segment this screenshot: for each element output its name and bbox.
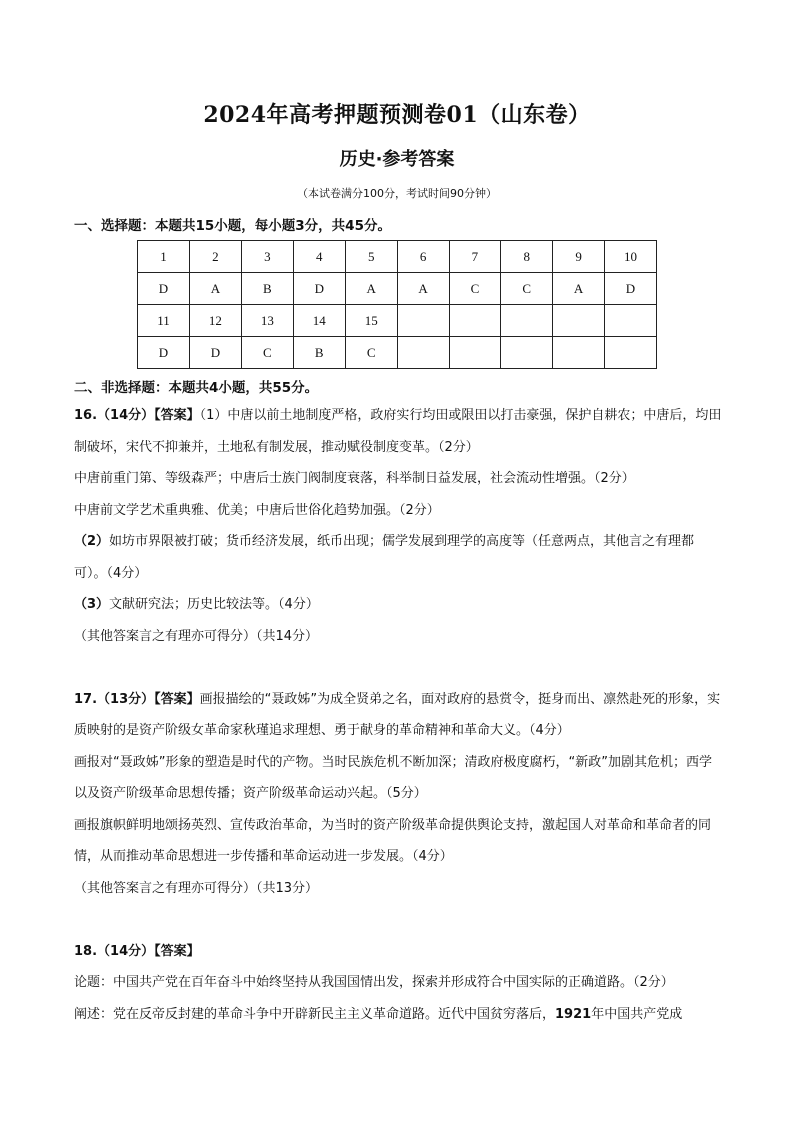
answer-cell: B xyxy=(241,273,293,305)
section-heading-choice: 一、选择题：本题共15小题，每小题3分，共45分。 xyxy=(74,218,391,234)
question-number-cell: 10 xyxy=(604,241,656,273)
answer-cell: C xyxy=(501,273,553,305)
answer-table xyxy=(137,240,657,369)
question-number-row xyxy=(138,241,657,273)
answer-cell: D xyxy=(604,273,656,305)
answer-cell: A xyxy=(345,273,397,305)
question-number-cell: 11 xyxy=(138,305,190,337)
answer-cell xyxy=(449,337,501,369)
answer-cell xyxy=(397,337,449,369)
q16-heading: 16.（14分）【答案】 xyxy=(74,408,200,423)
q17-heading: 17.（13分）【答案】 xyxy=(74,691,200,707)
answer-cell: B xyxy=(293,337,345,369)
answer-content xyxy=(74,400,722,1030)
question-number-cell: 5 xyxy=(345,241,397,273)
question-number-cell: 9 xyxy=(553,241,605,273)
page-subtitle: 历史·参考答案 xyxy=(339,149,455,170)
q17-answer-line-2: 画报对“聂政姊”形象的塑造是时代的产物。当时民族危机不断加深；清政府极度腐朽，“新政”加剧其危机；西学以及资产阶级革命思想传播；资产阶级革命运动兴起。（5分） xyxy=(74,754,712,801)
answer-cell: A xyxy=(189,273,241,305)
question-number-row xyxy=(138,305,657,337)
q17-answer-line-1: 17.（13分）【答案】画报描绘的“聂政姊”为成全贤弟之名，面对政府的悬赏令，挺身而出、凛然赴死的形象，实质映射的是资产阶级女革命家秋瑾追求理想、勇于献身的革命精神和革命大义。（4分） xyxy=(74,691,721,738)
answer-cell: D xyxy=(138,337,190,369)
answer-row xyxy=(138,273,657,305)
question-number-cell xyxy=(449,305,501,337)
exam-note: （本试卷满分100分，考试时间90分钟） xyxy=(297,187,497,200)
answer-cell: A xyxy=(397,273,449,305)
q16-answer-total: （其他答案言之有理亦可得分）（共14分） xyxy=(74,628,319,644)
answer-row xyxy=(138,337,657,369)
answer-cell: D xyxy=(293,273,345,305)
question-number-cell: 15 xyxy=(345,305,397,337)
q16-answer-line-4: （2）如坊市界限被打破；货币经济发展，纸币出现；儒学发展到理学的高度等（任意两点，其他言之有理都可）。（4分） xyxy=(74,534,695,581)
question-number-cell xyxy=(397,305,449,337)
question-number-cell: 13 xyxy=(241,305,293,337)
q16-answer-line-3: 中唐前文学艺术重典雅、优美；中唐后世俗化趋势加强。（2分） xyxy=(74,502,440,518)
question-number-cell: 2 xyxy=(189,241,241,273)
q16-answer-line-5: （3）文献研究法；历史比较法等。（4分） xyxy=(74,597,319,612)
answer-cell xyxy=(553,337,605,369)
question-number-cell: 1 xyxy=(138,241,190,273)
question-number-cell: 7 xyxy=(449,241,501,273)
answer-cell: D xyxy=(138,273,190,305)
answer-cell: C xyxy=(345,337,397,369)
q17-answer-line-3: 画报旗帜鲜明地颂扬英烈、宣传政治革命，为当时的资产阶级革命提供舆论支持，激起国人对革命和革命者的同情，从而推动革命思想进一步传播和革命运动进一步发展。（4分） xyxy=(74,817,712,864)
question-number-cell: 12 xyxy=(189,305,241,337)
question-number-cell: 8 xyxy=(501,241,553,273)
answer-cell xyxy=(501,337,553,369)
answer-cell: C xyxy=(449,273,501,305)
question-number-cell xyxy=(604,305,656,337)
question-number-cell: 14 xyxy=(293,305,345,337)
question-number-cell: 6 xyxy=(397,241,449,273)
question-number-cell xyxy=(553,305,605,337)
section-heading-nonchoice: 二、非选择题：本题共4小题，共55分。 xyxy=(74,380,319,396)
question-number-cell xyxy=(501,305,553,337)
answer-cell: C xyxy=(241,337,293,369)
q16-answer-line-1: 16.（14分）【答案】（1）中唐以前土地制度严格，政府实行均田或限田以打击豪强，保护自耕农；中唐后，均田制破坏，宋代不抑兼并，土地私有制发展，推动赋役制度变革。（2分） xyxy=(74,408,722,455)
question-number-cell: 3 xyxy=(241,241,293,273)
q18-answer-line-1: 论题：中国共产党在百年奋斗中始终坚持从我国国情出发，探索并形成符合中国实际的正确道路。（2分） xyxy=(74,975,674,990)
q18-answer-line-2: 阐述：党在反帝反封建的革命斗争中开辟新民主主义革命道路。近代中国贫穷落后，1921年中国共产党成 xyxy=(74,1006,683,1022)
answer-cell: D xyxy=(189,337,241,369)
question-number-cell: 4 xyxy=(293,241,345,273)
q18-heading: 18.（14分）【答案】 xyxy=(74,943,200,959)
q16-answer-line-2: 中唐前重门第、等级森严；中唐后士族门阀制度衰落，科举制日益发展，社会流动性增强。（2分） xyxy=(74,471,635,486)
answer-cell xyxy=(604,337,656,369)
page-title: 2024年高考押题预测卷01（山东卷） xyxy=(203,102,591,128)
q17-answer-total: （其他答案言之有理亦可得分）（共13分） xyxy=(74,880,319,896)
answer-cell: A xyxy=(553,273,605,305)
